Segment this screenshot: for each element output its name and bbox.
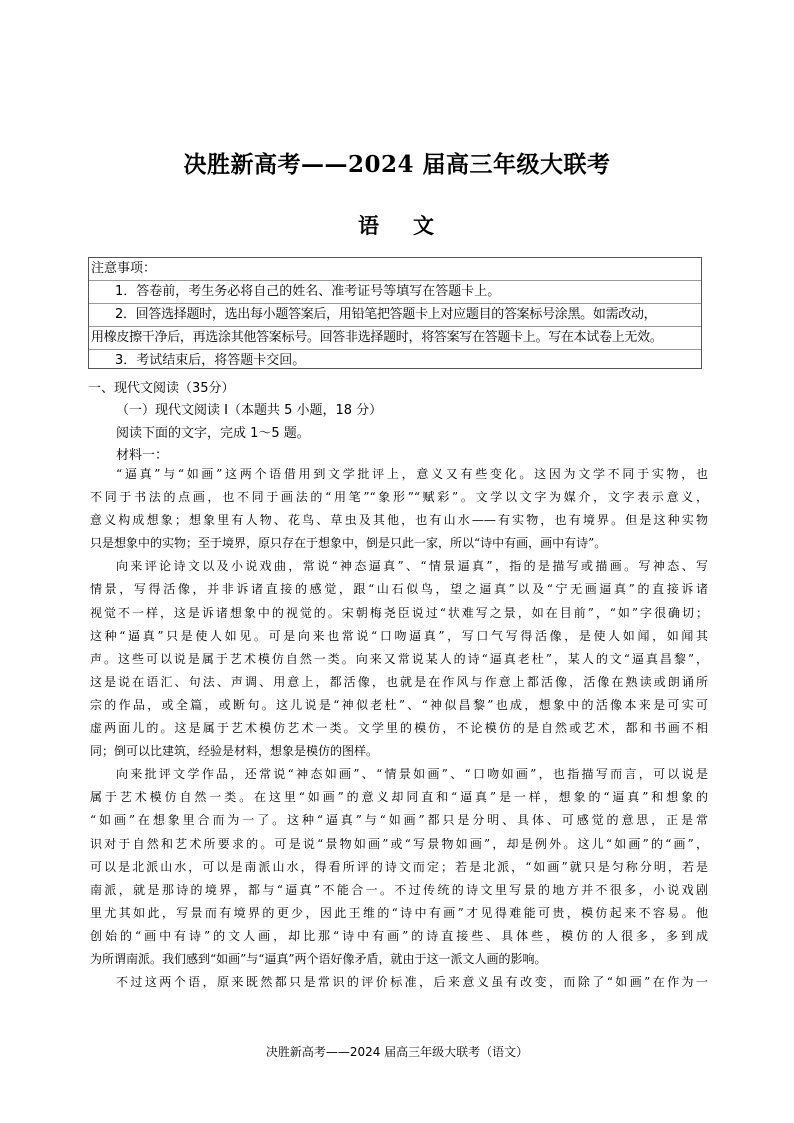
notice-item: 3．考试结束后，将答题卡交回。 bbox=[115, 353, 306, 368]
passage-line: 宗的作品，或全篇，或断句。这儿说是“神似老杜”、“神似昌黎”也成，想象中的活像本来是可实可 bbox=[90, 697, 708, 712]
material-label: 材料一： bbox=[116, 448, 169, 463]
exam-title: 决胜新高考——2024 届高三年级大联考 bbox=[183, 151, 611, 178]
section-heading: 一、现代文阅读（35分） bbox=[88, 381, 235, 396]
passage-line: “如画”在想象里合而为一了。这种“逼真”与“如画”都只是分明、具体、可感觉的意思，正是常 bbox=[90, 813, 708, 828]
reading-instruction: 阅读下面的文字，完成 1～5 题。 bbox=[116, 426, 310, 441]
notice-box bbox=[88, 257, 702, 369]
passage-line: 向来评论诗文以及小说戏曲，常说“神态逼真”、“情景逼真”，指的是描写或描画。写神态、写 bbox=[116, 559, 708, 574]
passage-line: 只是想象中的实物；至于境界，原只存在于想象中，倒是只此一家，所以“诗中有画，画中有诗”。 bbox=[90, 536, 607, 551]
passage-line: “逼真”与“如画”这两个语借用到文学批评上，意义又有些变化。这因为文学不同于实物，也 bbox=[116, 467, 708, 481]
notice-item: 1．答卷前，考生务必将自己的姓名、准考证号等填写在答题卡上。 bbox=[89, 281, 701, 304]
passage-line: 不过这两个语，原来既然都只是常识的评价标准，后来意义虽有改变，而除了“如画”在作为一 bbox=[116, 975, 708, 990]
passage-line: 可以是北派山水，可以是南派山水，得看所评的诗文而定；若是北派，“如画”就只是匀称分明，若是 bbox=[90, 859, 708, 874]
passage-line: 里尤其如此，写景而有境界的更少，因此王维的“诗中有画”才见得难能可贵，模仿起来不容易。他 bbox=[90, 905, 708, 920]
passage-line: 这是说在语汇、句法、声调、用意上，都活像，也就是在作风与作意上都活像，活像在熟读或朗诵所 bbox=[90, 674, 708, 689]
passage-line: 意义构成想象；想象里有人物、花鸟、草虫及其他，也有山水——有实物，也有境界。但是这种实物 bbox=[90, 513, 708, 528]
passage-line: 识对于自然和艺术所要求的。可是说“景物如画”或“写景物如画”，却是例外。这儿“如画”的“画”， bbox=[90, 836, 708, 851]
subject-char: 语 bbox=[358, 213, 381, 238]
passage-line: 南派，就是那诗的境界，都与“逼真”不能合一。不过传统的诗文里写景的地方并不很多，小说戏剧 bbox=[90, 882, 708, 897]
passage-line: 情景，写得活像，并非诉诸直接的感觉，跟“山石似鸟，望之逼真”以及“宁无画逼真”的直接诉诸 bbox=[90, 582, 708, 597]
passage-line: 虚两面儿的。这是属于艺术模仿艺术一类。文学里的模仿，不论模仿的是自然或艺术，都和书画不相 bbox=[90, 721, 708, 736]
passage-line: 属于艺术模仿自然一类。在这里“如画”的意义却同直和“逼真”是一样，想象的“逼真”和想象的 bbox=[90, 790, 708, 805]
passage bbox=[90, 463, 708, 994]
passage-line: 视觉不一样，这是诉诸想象中的视觉的。宋朝梅尧臣说过“状难写之景，如在目前”，“如”字很确切； bbox=[90, 605, 708, 620]
passage-line: 同；倒可以比建筑，经验是材料，想象是模仿的图样。 bbox=[90, 744, 379, 759]
passage-line: 这种“逼真”只是使人如见。可是向来也常说“口吻逼真”，写口气写得活像，是使人如闻，如闻其 bbox=[90, 628, 708, 643]
notice-item: 用橡皮擦干净后，再选涂其他答案标号。回答非选择题时，将答案写在答题卡上。写在本试卷上无效。 bbox=[89, 327, 701, 350]
notice-item: 2．回答选择题时，选出每小题答案后，用铅笔把答题卡上对应题目的答案标号涂黑。如需改动， bbox=[89, 304, 701, 327]
subsection-heading: （一）现代文阅读 I（本题共 5 小题，18 分） bbox=[116, 403, 383, 418]
passage-line: 不同于书法的点画，也不同于画法的“用笔”“象形”“赋彩”。文学以文字为媒介，文字表示意义， bbox=[90, 490, 708, 505]
subject-title bbox=[0, 210, 794, 240]
subject-char: 文 bbox=[413, 213, 436, 238]
passage-line: 创始的“画中有诗”的文人画，却比那“诗中有画”的诗直接些、具体些，模仿的人很多，多到成 bbox=[90, 928, 708, 943]
passage-line: 为所谓南派。我们感到“如画”与“逼真”两个语好像矛盾，就由于这一派文人画的影响。 bbox=[90, 951, 547, 966]
passage-line: 向来批评文学作品，还常说“神态如画”、“情景如画”、“口吻如画”，也指描写而言，可以说是 bbox=[116, 767, 708, 782]
notice-heading: 注意事项： bbox=[89, 258, 701, 281]
page-footer: 决胜新高考——2024 届高三年级大联考（语文） bbox=[265, 1045, 529, 1059]
passage-line: 声。这些可以说是属于艺术模仿自然一类。向来又常说某人的诗“逼真老杜”，某人的文“逼真昌黎”， bbox=[90, 651, 708, 666]
